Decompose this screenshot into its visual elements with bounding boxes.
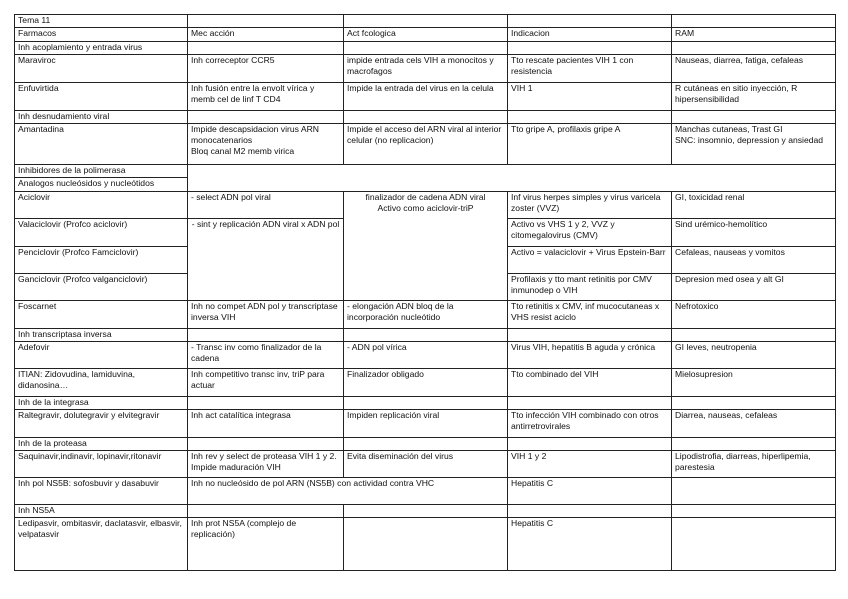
indication-cell: Activo vs VHS 1 y 2, VVZ y citomegalovirus (CMV) (508, 219, 672, 247)
mechanism-cell: Inh competitivo transc inv, triP para actuar (188, 369, 344, 397)
header-row (15, 28, 836, 42)
section-label: Inh NS5A (15, 505, 188, 518)
drug-cell: Foscarnet (15, 301, 188, 329)
table-row (15, 369, 836, 397)
section-label: Inh acoplamiento y entrada virus (15, 42, 188, 55)
indication-cell: VIH 1 y 2 (508, 451, 672, 478)
section-label: Inhibidores de la polimerasa (15, 165, 188, 178)
table-row (15, 192, 836, 219)
adverse-effects-cell: R cutáneas en sitio inyección, R hipersensibilidad (672, 83, 836, 111)
action-cell: Impide la entrada del virus en la celula (344, 83, 508, 111)
mechanism-cell: Inh no nucleósido de pol ARN (NS5B) con actividad contra VHC (188, 478, 508, 505)
indication-cell: Tto infección VIH combinado con otros antirretrovirales (508, 410, 672, 438)
action-cell: Finalizador obligado (344, 369, 508, 397)
section-row (15, 111, 836, 124)
mechanism-cell: Inh prot NS5A (complejo de replicación) (188, 518, 344, 571)
mechanism-cell: - Transc inv como finalizador de la cadena (188, 342, 344, 369)
action-cell: impide entrada cels VIH a monocitos y macrofagos (344, 55, 508, 83)
section-row (15, 505, 836, 518)
adverse-effects-cell: Diarrea, nauseas, cefaleas (672, 410, 836, 438)
action-cell: Evita diseminación del virus (344, 451, 508, 478)
indication-cell: Tto retinitis x CMV, inf mucocutaneas x VHS resist aciclo (508, 301, 672, 329)
adverse-effects-cell: GI leves, neutropenia (672, 342, 836, 369)
drug-cell: Raltegravir, dolutegravir y elvitegravir (15, 410, 188, 438)
mechanism-cell: - select ADN pol viral (188, 192, 344, 219)
drug-cell: Aciclovir (15, 192, 188, 219)
table-row (15, 55, 836, 83)
adverse-effects-cell: Nauseas, diarrea, fatiga, cefaleas (672, 55, 836, 83)
indication-cell: Tto rescate pacientes VIH 1 con resistencia (508, 55, 672, 83)
table-row (15, 518, 836, 571)
table-row (15, 342, 836, 369)
header-mec-accion: Mec acción (188, 28, 344, 42)
section-row (15, 438, 836, 451)
adverse-effects-cell: Manchas cutaneas, Trast GI SNC: insomnio, depression y ansiedad (672, 124, 836, 165)
table-row (15, 451, 836, 478)
table-row (15, 410, 836, 438)
header-indicacion: Indicacion (508, 28, 672, 42)
title-row (15, 15, 836, 28)
adverse-effects-cell: Depresion med osea y alt GI (672, 274, 836, 301)
header-ram: RAM (672, 28, 836, 42)
drug-cell: Enfuvirtida (15, 83, 188, 111)
action-cell: Impide el acceso del ARN viral al interior celular (no replicacion) (344, 124, 508, 165)
table-title: Tema 11 (15, 15, 188, 28)
indication-cell: Hepatitis C (508, 518, 672, 571)
section-label: Inh transcriptasa inversa (15, 329, 188, 342)
section-row (15, 397, 836, 410)
table-row (15, 83, 836, 111)
adverse-effects-cell: Lipodistrofia, diarreas, hiperlipemia, parestesia (672, 451, 836, 478)
indication-cell: VIH 1 (508, 83, 672, 111)
section-row (15, 329, 836, 342)
shared-action-cell: finalizador de cadena ADN viral Activo como aciclovir-triP (344, 192, 508, 301)
indication-cell: Hepatitis C (508, 478, 672, 505)
drug-cell: Adefovir (15, 342, 188, 369)
section-label: Inh desnudamiento viral (15, 111, 188, 124)
drug-cell: ITIAN: Zidovudina, lamiduvina, didanosina… (15, 369, 188, 397)
section-row (15, 42, 836, 55)
adverse-effects-cell: Nefrotoxico (672, 301, 836, 329)
adverse-effects-cell: Mielosupresion (672, 369, 836, 397)
section-label: Inh de la integrasa (15, 397, 188, 410)
indication-cell: Tto combinado del VIH (508, 369, 672, 397)
table-row (15, 478, 836, 505)
section-row (15, 165, 836, 178)
header-farmacos: Farmacos (15, 28, 188, 42)
adverse-effects-cell: Cefaleas, nauseas y vomitos (672, 247, 836, 274)
action-cell: Impiden replicación viral (344, 410, 508, 438)
drug-cell: Ledipasvir, ombitasvir, daclatasvir, elbasvir, velpatasvir (15, 518, 188, 571)
drug-cell: Amantadina (15, 124, 188, 165)
mechanism-cell: Inh act catalítica integrasa (188, 410, 344, 438)
adverse-effects-cell: Sind urémico-hemolítico (672, 219, 836, 247)
mechanism-cell: Impide descapsidacion virus ARN monocatenarios Bloq canal M2 memb virica (188, 124, 344, 165)
action-cell: - elongación ADN bloq de la incorporación nucleótido (344, 301, 508, 329)
indication-cell: Profilaxis y tto mant retinitis por CMV inmunodep o VIH (508, 274, 672, 301)
drug-cell: Ganciclovir (Profco valganciclovir) (15, 274, 188, 301)
drug-cell: Valaciclovir (Profco aciclovir) (15, 219, 188, 247)
table-row (15, 124, 836, 165)
section-label: Inh de la proteasa (15, 438, 188, 451)
drug-cell: Inh pol NS5B: sofosbuvir y dasabuvir (15, 478, 188, 505)
mechanism-cell: Inh rev y select de proteasa VIH 1 y 2. Impide maduración VIH (188, 451, 344, 478)
mechanism-cell: Inh no compet ADN pol y transcriptase inversa VIH (188, 301, 344, 329)
drug-cell: Penciclovir (Profco Famciclovir) (15, 247, 188, 274)
indication-cell: Virus VIH, hepatitis B aguda y crónica (508, 342, 672, 369)
table-row (15, 301, 836, 329)
adverse-effects-cell: GI, toxicidad renal (672, 192, 836, 219)
indication-cell: Tto gripe A, profilaxis gripe A (508, 124, 672, 165)
antiviral-drug-table (14, 14, 836, 571)
indication-cell: Activo = valaciclovir + Virus Epstein-Barr (508, 247, 672, 274)
drug-cell: Saquinavir,indinavir, lopinavir,ritonavir (15, 451, 188, 478)
indication-cell: Inf virus herpes simples y virus varicela zoster (VVZ) (508, 192, 672, 219)
mechanism-cell: Inh correceptor CCR5 (188, 55, 344, 83)
drug-cell: Maraviroc (15, 55, 188, 83)
section-label: Analogos nucleósidos y nucleótidos (15, 178, 188, 192)
action-cell: - ADN pol vírica (344, 342, 508, 369)
header-act-fcologica: Act fcologica (344, 28, 508, 42)
shared-mechanism-cell: - sint y replicación ADN viral x ADN pol (188, 219, 344, 301)
mechanism-cell: Inh fusión entre la envolt vírica y memb cel de linf T CD4 (188, 83, 344, 111)
